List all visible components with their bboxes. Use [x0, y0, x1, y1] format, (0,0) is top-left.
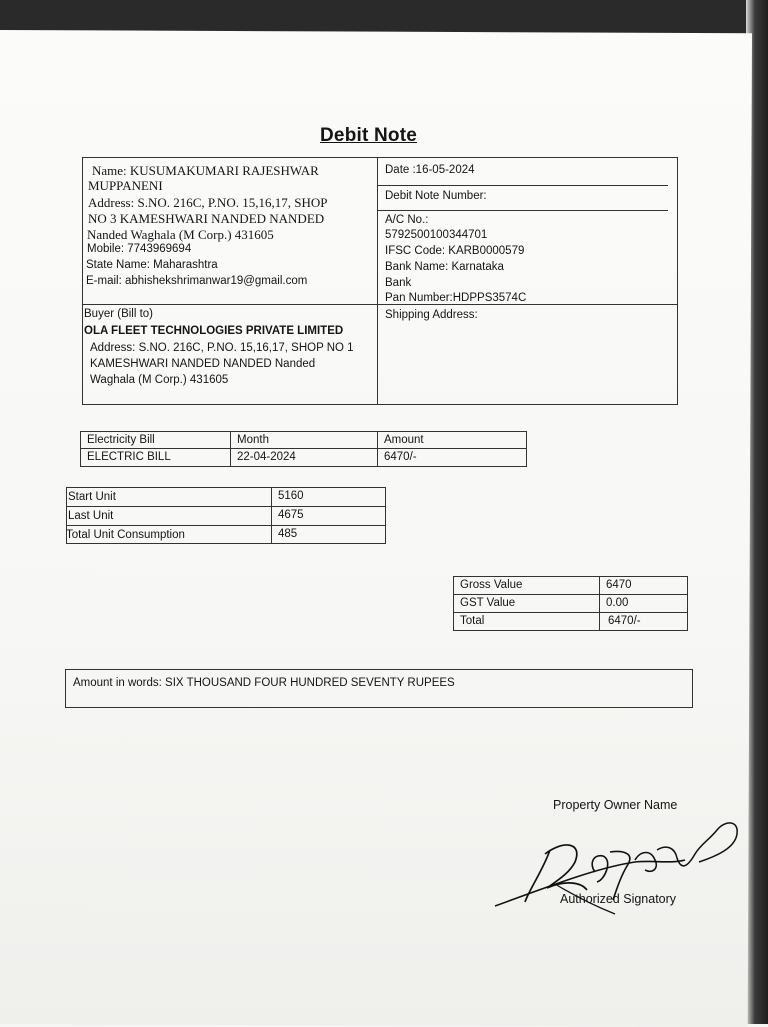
- note-date: Date :16-05-2024: [385, 164, 475, 176]
- bill-header-type: Electricity Bill: [87, 434, 155, 446]
- photo-background-top: [0, 0, 768, 34]
- units-label-total: Total Unit Consumption: [66, 529, 185, 541]
- shipping-label: Shipping Address:: [385, 309, 478, 321]
- units-label-last: Last Unit: [68, 510, 114, 522]
- gst-value-label: GST Value: [460, 597, 516, 609]
- units-value-start: 5160: [278, 490, 304, 502]
- bill-header-amount: Amount: [384, 434, 424, 446]
- total-label: Total: [460, 615, 485, 627]
- units-label-start: Start Unit: [68, 491, 116, 503]
- pan-number: Pan Number:HDPPS3574C: [385, 292, 527, 304]
- bill-header-month: Month: [237, 434, 269, 446]
- seller-name-cont: MUPPANENI: [88, 178, 163, 193]
- account-label: A/C No.:: [385, 214, 429, 226]
- units-value-total: 485: [278, 528, 298, 540]
- units-value-last: 4675: [278, 509, 304, 521]
- seller-address-cont: NO 3 KAMESHWARI NANDED NANDED: [88, 211, 325, 226]
- bill-cell-month: 22-04-2024: [237, 451, 296, 463]
- buyer-label: Buyer (Bill to): [84, 308, 154, 320]
- debit-note-number: Debit Note Number:: [385, 190, 487, 202]
- signature-image: [485, 810, 745, 930]
- buyer-address-cont: KAMESHWARI NANDED NANDED Nanded: [90, 358, 316, 370]
- authorized-signatory-label: Authorized Signatory: [560, 892, 677, 906]
- gst-value: 0.00: [606, 597, 629, 609]
- buyer-address: Address: S.NO. 216C, P.NO. 15,16,17, SHOP NO 1: [90, 342, 354, 354]
- property-owner-label: Property Owner Name: [553, 798, 678, 812]
- buyer-company: OLA FLEET TECHNOLOGIES PRIVATE LIMITED: [84, 325, 344, 337]
- account-number: 5792500100344701: [385, 229, 488, 241]
- seller-mobile: Mobile: 7743969694: [87, 243, 192, 255]
- bill-cell-type: ELECTRIC BILL: [87, 451, 171, 463]
- bank-name-cont: Bank: [385, 277, 412, 289]
- total-value: 6470/-: [608, 615, 641, 627]
- seller-name: Name: KUSUMAKUMARI RAJESHWAR: [92, 163, 319, 178]
- seller-address: Address: S.NO. 216C, P.NO. 15,16,17, SHOP: [88, 195, 328, 210]
- ifsc-code: IFSC Code: KARB0000579: [385, 245, 525, 257]
- document-title: Debit Note: [320, 125, 417, 146]
- bill-cell-amount: 6470/-: [384, 451, 417, 463]
- seller-email: E-mail: abhishekshrimanwar19@gmail.com: [86, 275, 308, 287]
- gross-value: 6470: [606, 579, 632, 591]
- seller-state: State Name: Maharashtra: [86, 259, 218, 271]
- amount-in-words: Amount in words: SIX THOUSAND FOUR HUNDRED SEVENTY RUPEES: [73, 677, 455, 689]
- header-divider: [377, 157, 378, 405]
- gross-value-label: Gross Value: [460, 579, 523, 591]
- bank-name: Bank Name: Karnataka: [385, 261, 504, 273]
- seller-address-city: Nanded Waghala (M Corp.) 431605: [87, 227, 274, 242]
- buyer-address-city: Waghala (M Corp.) 431605: [90, 374, 229, 386]
